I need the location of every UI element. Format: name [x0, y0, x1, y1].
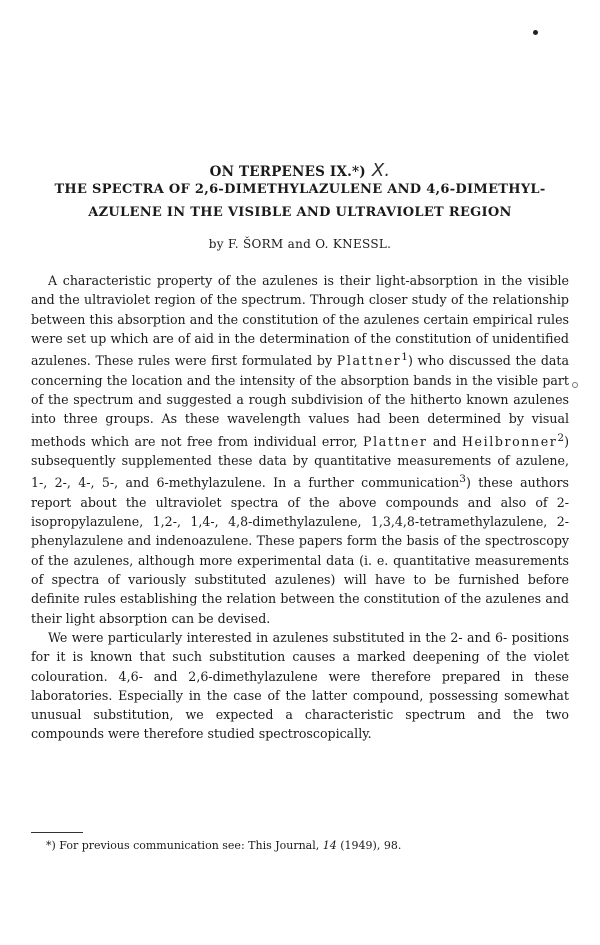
handwritten-annotation: X.	[371, 160, 391, 181]
author-name: Heilbronner	[461, 433, 558, 449]
footnote-citation: (1949), 98.	[336, 839, 402, 852]
title-line-1	[0, 160, 600, 181]
author-line: by F. ŠORM and O. KNESSL.	[208, 237, 392, 251]
title-line-3: AZULENE IN THE VISIBLE AND ULTRAVIOLET REGION	[88, 205, 512, 220]
body-text	[31, 271, 569, 744]
title-line-2: THE SPECTRA OF 2,6-DIMETHYLAZULENE AND 4,6-DIMETHYL-	[54, 182, 546, 197]
author-name: Plattner	[363, 433, 428, 449]
reference-mark: 3	[459, 473, 466, 486]
margin-mark	[572, 382, 578, 388]
footnote-text: *) For previous communication see: This Journal,	[46, 839, 323, 852]
series-title: ON TERPENES IX.*)	[209, 164, 366, 180]
author-name: Plattner	[336, 353, 402, 369]
paragraph-1-text: and	[427, 433, 462, 449]
paragraph-1	[31, 271, 569, 628]
ink-spot	[533, 30, 538, 35]
footnote-volume: 14	[322, 839, 337, 852]
paragraph-1-text: ) these authors report about the ultraviolet spectra of the above compounds and also of 2-isopropylazulene, 1,2-, 1,4-, 4,8-dimethylazulene, 1,3,4,8-tetramethylazulene, 2-phenylazulene and indenoazulene. These papers form the basis of the spectroscopy of the azulenes, although more experimental data (i. e. quantitative measurements of spectra of variously substituted azulenes) will have to be furnished before definite rules establishing the relation between the constitution of the azulenes and their light absorption can be devised.	[31, 475, 569, 626]
paragraph-1-text: ) subsequently supplemented these data by quantitative measurements of azulene, 1-, 2-, 4-, 5-, and 6-methylazulene. In a further communication	[31, 433, 570, 491]
paragraph-2: We were particularly interested in azulenes substituted in the 2- and 6- positions for it is known that such substitution causes a marked deepening of the violet colouration. 4,6- and 2,6-dimethylazulene were therefore prepared in these laboratories. Especially in the case of the latter compound, possessing somewhat unusual substitution, we expected a characteristic spectrum and the two compounds were therefore studied spectroscopically.	[31, 629, 569, 742]
reference-mark: 2	[557, 431, 565, 444]
paragraph-1-text: ) who discussed the data concerning the location and the intensity of the absorption bands in the visible part of the spectrum and suggested a rough subdivision of the hitherto known azulenes into three groups. As these wavelength values had been determined by visual methods which are not free from individual error,	[31, 353, 569, 449]
paragraph-1-text: A characteristic property of the azulenes is their light-absorption in the visible and the ultraviolet region of the spectrum. Through closer study of the relationship between this absorption and the constitution of the azulenes certain empirical rules were set up which are of aid in the determination of the constitution of unidentified azulenes. These rules were first formulated by	[31, 273, 569, 369]
reference-mark: 1	[401, 351, 408, 364]
footnote	[46, 838, 566, 853]
footnote-divider	[31, 832, 83, 833]
